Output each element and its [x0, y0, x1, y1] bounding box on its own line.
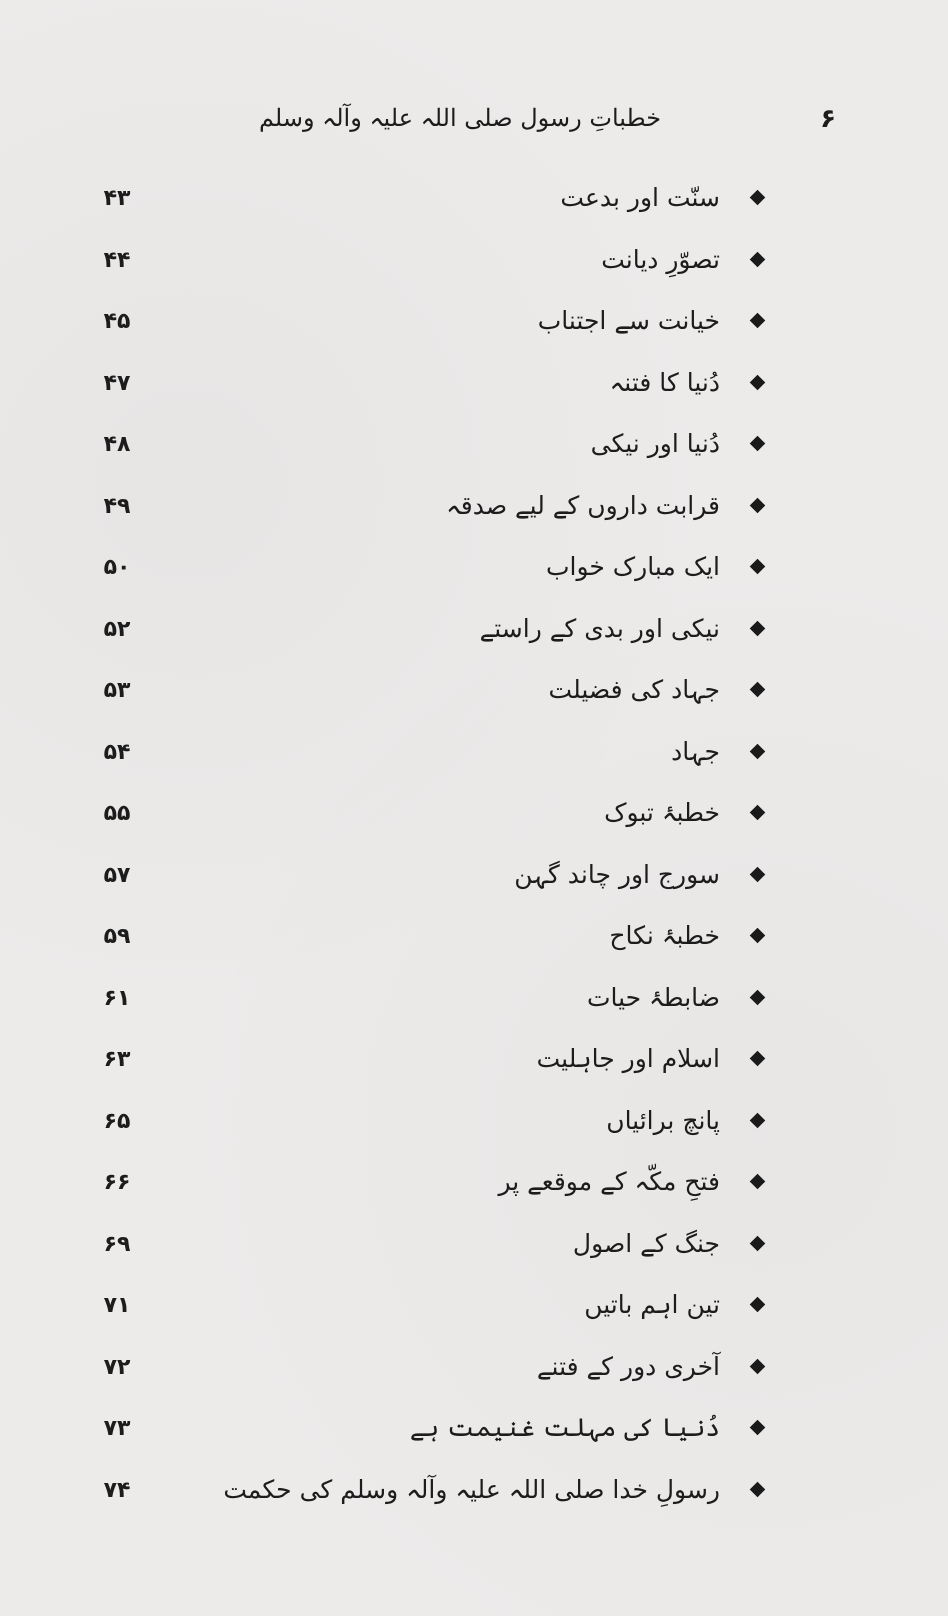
diamond-bullet-icon	[750, 1358, 766, 1374]
diamond-bullet-icon	[750, 805, 766, 821]
toc-entry	[0, 486, 948, 548]
toc-entry-page: ۵۳	[103, 678, 131, 703]
toc-entry	[0, 424, 948, 486]
toc-entry-page: ۵۷	[103, 862, 131, 888]
toc-entry-title: خطبۂ نکاح	[609, 921, 720, 950]
toc-entry-title: جہاد کی فضیلت	[548, 675, 720, 704]
diamond-bullet-icon	[750, 1297, 766, 1313]
toc-entry-page: ۷۳	[103, 1416, 131, 1441]
table-of-contents	[0, 178, 948, 1531]
diamond-bullet-icon	[750, 682, 766, 698]
diamond-bullet-icon	[750, 1174, 766, 1190]
running-title: خطباتِ رسول صلی اللہ علیہ وآلہ وسلم	[258, 104, 662, 132]
toc-entry	[0, 178, 948, 240]
toc-entry-page: ۵۹	[103, 924, 131, 949]
toc-entry	[0, 301, 948, 363]
toc-entry-title: ایک مبارک خواب	[545, 552, 720, 581]
diamond-bullet-icon	[750, 559, 766, 575]
diamond-bullet-icon	[750, 1481, 766, 1497]
toc-entry-page: ۴۵	[103, 309, 131, 334]
toc-entry	[0, 1285, 948, 1347]
diamond-bullet-icon	[750, 497, 766, 513]
toc-entry	[0, 1101, 948, 1163]
toc-entry	[0, 855, 948, 917]
toc-entry	[0, 793, 948, 855]
toc-entry	[0, 1408, 948, 1470]
toc-entry-page: ۵۴	[103, 739, 131, 765]
toc-entry	[0, 1347, 948, 1409]
toc-entry-title: نیکی اور بدی کے راستے	[479, 613, 720, 643]
toc-entry-title: دُنیا اور نیکی	[590, 429, 720, 458]
toc-entry-page: ۴۳	[103, 186, 131, 211]
toc-entry	[0, 240, 948, 302]
toc-entry-title: سنّت اور بدعت	[560, 183, 720, 212]
toc-entry	[0, 916, 948, 978]
page-number: ۶	[820, 104, 836, 134]
toc-entry-page: ۵۲	[103, 616, 131, 642]
toc-entry	[0, 670, 948, 732]
diamond-bullet-icon	[750, 436, 766, 452]
toc-entry-title: تین اہم باتیں	[584, 1290, 720, 1319]
diamond-bullet-icon	[750, 374, 766, 390]
toc-entry-title: خیانت سے اجتناب	[537, 306, 720, 335]
diamond-bullet-icon	[750, 190, 766, 206]
diamond-bullet-icon	[750, 866, 766, 882]
toc-entry	[0, 547, 948, 609]
toc-entry-page: ۶۶	[103, 1170, 131, 1195]
toc-entry-title: پانچ برائیاں	[606, 1105, 720, 1135]
toc-entry	[0, 1162, 948, 1224]
diamond-bullet-icon	[750, 743, 766, 759]
diamond-bullet-icon	[750, 1112, 766, 1128]
toc-entry-page: ۵۵	[103, 801, 131, 826]
toc-entry-page: ۶۱	[103, 985, 131, 1011]
toc-entry-page: ۶۹	[103, 1231, 131, 1257]
toc-entry-page: ۵۰	[103, 555, 131, 580]
diamond-bullet-icon	[750, 928, 766, 944]
toc-entry	[0, 363, 948, 425]
toc-entry-title: جہاد	[671, 736, 720, 766]
toc-entry-page: ۶۵	[103, 1108, 131, 1134]
toc-entry-page: ۴۴	[103, 247, 131, 273]
toc-entry-title: رسولِ خدا صلی اللہ علیہ وآلہ وسلم کی حکمت	[223, 1474, 720, 1504]
diamond-bullet-icon	[750, 1051, 766, 1067]
toc-entry-title: سورج اور چاند گہن	[514, 859, 720, 889]
toc-entry	[0, 732, 948, 794]
diamond-bullet-icon	[750, 1235, 766, 1251]
toc-entry	[0, 609, 948, 671]
toc-entry-page: ۷۱	[103, 1293, 131, 1318]
toc-entry-title: دُنیا کا فتنہ	[609, 367, 720, 397]
toc-entry	[0, 1039, 948, 1101]
diamond-bullet-icon	[750, 1420, 766, 1436]
diamond-bullet-icon	[750, 989, 766, 1005]
toc-entry-page: ۷۲	[103, 1354, 131, 1380]
toc-entry-page: ۴۹	[103, 493, 131, 519]
toc-entry-page: ۷۴	[103, 1477, 131, 1503]
toc-entry-page: ۴۷	[103, 370, 131, 396]
diamond-bullet-icon	[750, 251, 766, 267]
toc-entry-page: ۴۸	[103, 432, 131, 457]
toc-entry-title: خطبۂ تبوک	[604, 798, 720, 827]
toc-entry	[0, 1224, 948, 1286]
toc-entry-title: جنگ کے اصول	[572, 1228, 720, 1258]
toc-entry-title: فتحِ مکّہ کے موقعے پر	[498, 1167, 720, 1196]
toc-entry-title: اسلام اور جاہلیت	[536, 1044, 720, 1073]
toc-entry	[0, 1470, 948, 1532]
diamond-bullet-icon	[750, 620, 766, 636]
toc-entry-title: ضابطۂ حیات	[586, 982, 720, 1012]
toc-entry-page: ۶۳	[103, 1047, 131, 1072]
toc-entry-title: تصوّرِ دیانت	[601, 244, 720, 274]
toc-entry-title: آخری دور کے فتنے	[536, 1351, 720, 1381]
diamond-bullet-icon	[750, 313, 766, 329]
toc-entry-title: قرابت داروں کے لیے صدقہ	[446, 490, 720, 520]
toc-entry	[0, 978, 948, 1040]
toc-entry-title: دُنیا کی مہلت غنیمت ہے	[409, 1413, 720, 1442]
